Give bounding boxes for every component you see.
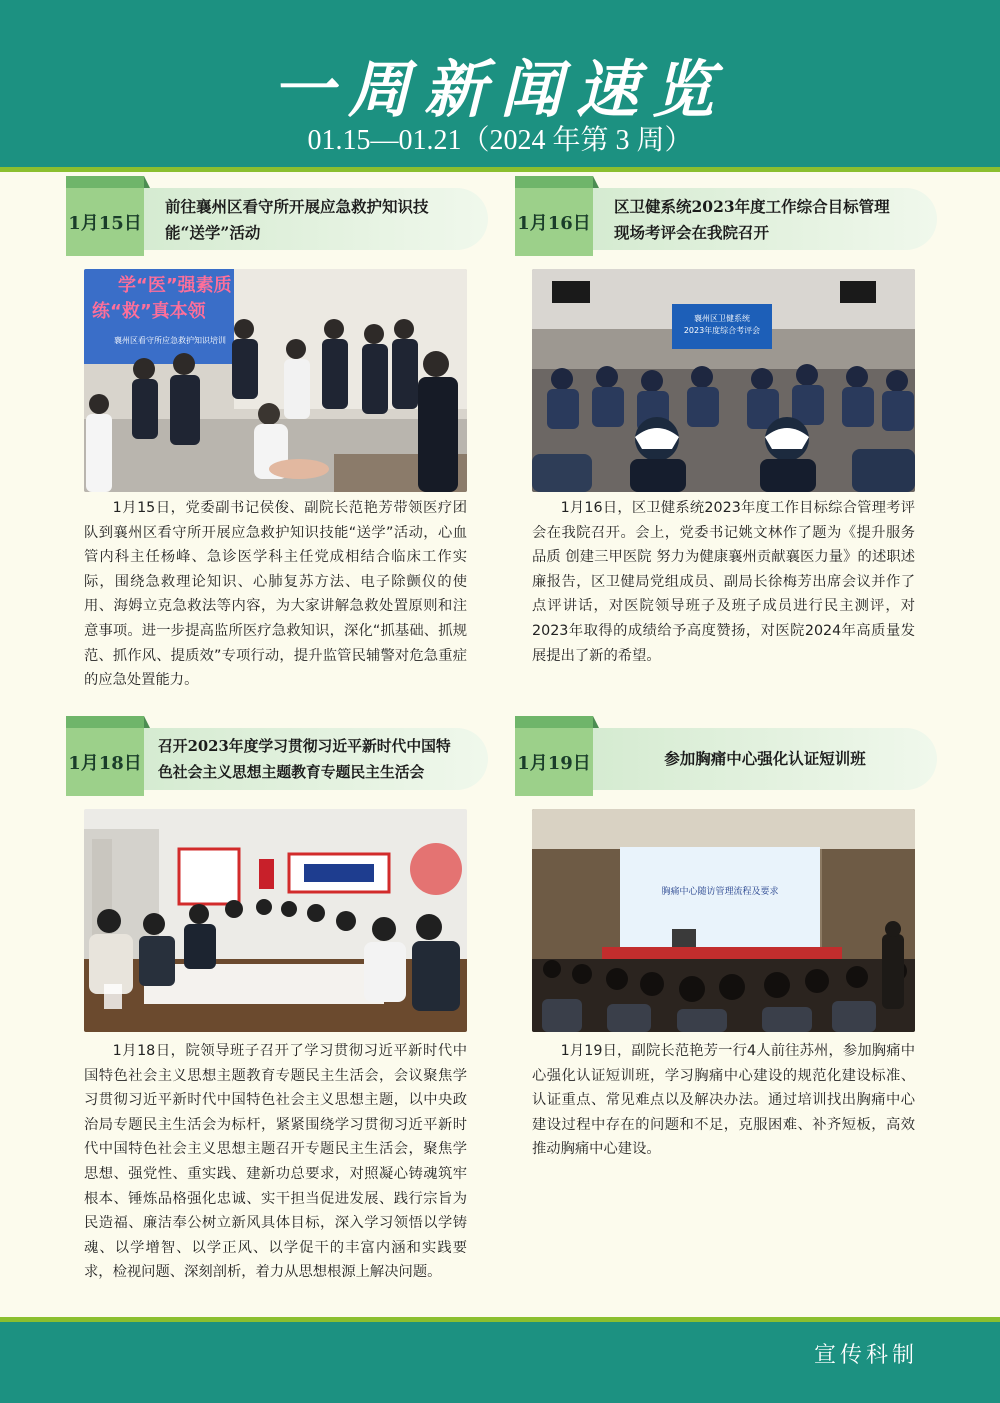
photo-training-class <box>532 809 915 1032</box>
footer-credit: 宣传科制 <box>813 1343 918 1368</box>
news-title <box>600 746 930 772</box>
news-photo <box>532 809 915 1032</box>
news-body: 1月19日，副院长范艳芳一行4人前往苏州，参加胸痛中心强化认证短训班，学习胸痛中心建设的规范化建设标准、认证重点、常见难点以及解决办法。通过培训找出胸痛中心建设过程中存在的问题和不足，克服困难、补齐短板，高效推动胸痛中心建设。 <box>532 1043 915 1158</box>
news-title-line: 召开2023年度学习贯彻习近平新时代中国特 <box>158 738 451 755</box>
page-subtitle: 01.15—01.21（2024 年第 3 周） <box>307 125 693 156</box>
photo-banner-text: 练“救”真本领 <box>92 301 206 322</box>
news-body: 1月15日，党委副书记侯俊、副院长范艳芳带领医疗团队到襄州区看守所开展应急救护知识技能“送学”活动，心血管内科主任杨峰、急诊医学科主任党成相结合临床工作实际，围绕急救理论知识、心肺复苏方法、电子除颤仪的使用、海姆立克急救法等内容，为大家讲解急救处置原则和注意事项。进一步提高监所医疗急救知识，深化“抓基础、抓规范、抓作风、提质效”专项行动，提升监管民辅警对危急重症的应急处置能力。 <box>84 500 467 689</box>
news-title-line: 参加胸痛中心强化认证短训班 <box>664 749 866 768</box>
photo-screen-text: 襄州区卫健系统 <box>694 314 750 323</box>
photo-banner-text: 襄州区看守所应急救护知识培训 <box>114 336 226 345</box>
news-body: 1月18日，院领导班子召开了学习贯彻习近平新时代中国特色社会主义思想主题教育专题民主生活会，会议聚焦学习贯彻习近平新时代中国特色社会主义思想主题，以中央政治局专题民主生活会为标杆，紧紧围绕学习贯彻习近平新时代中国特色社会主义思想主题召开专题民主生活会，聚焦学思想、强党性、重实践、建新功总要求，对照凝心铸魂筑牢根本、锤炼品格强化忠诚、实干担当促进发展、践行宗旨为民造福、廉洁奉公树立新风具体目标，深入学习领悟以学铸魂、以学增智、以学正风、以学促干的丰富内涵和实践要求，检视问题、深刻剖析，着力从思想根源上解决问题。 <box>84 1043 467 1281</box>
page-title: 一周新闻速览 <box>271 53 728 126</box>
date-tag: 1月18日 <box>66 728 144 796</box>
photo-emergency-training <box>84 269 467 492</box>
news-photo <box>84 809 467 1032</box>
news-title <box>158 734 484 786</box>
news-title-line: 前往襄州区看守所开展应急救护知识技 <box>165 197 429 216</box>
news-title-line: 色社会主义思想主题教育专题民主生活会 <box>158 764 425 781</box>
photo-banner-text: 学“医”强素质 <box>118 275 232 296</box>
news-title <box>165 194 480 246</box>
news-title <box>614 194 929 246</box>
news-photo <box>84 269 467 492</box>
date-tag: 1月16日 <box>515 188 593 256</box>
date-tag: 1月15日 <box>66 188 144 256</box>
news-title-line: 能“送学”活动 <box>165 223 261 242</box>
photo-screen-text: 2023年度综合考评会 <box>683 326 761 335</box>
photo-screen-text: 胸痛中心随访管理流程及要求 <box>661 887 779 897</box>
date-tag: 1月19日 <box>515 728 593 796</box>
news-title-line: 现场考评会在我院召开 <box>614 223 770 242</box>
photo-assessment-meeting <box>532 269 915 492</box>
news-body: 1月16日，区卫健系统2023年度工作目标综合管理考评会在我院召开。会上，党委书记姚文林作了题为《提升服务品质 创建三甲医院 努力为健康襄州贡献襄医力量》的述职述廉报告，区卫健局党组成员、副局长徐梅芳出席会议并作了点评讲话，对医院领导班子及班子成员进行民主测评，对2023年取得的成绩给予高度赞扬，对医院2024年高质量发展提出了新的希望。 <box>532 500 915 664</box>
header-divider <box>0 167 1000 172</box>
news-title-line: 区卫健系统2023年度工作综合目标管理 <box>614 197 890 216</box>
photo-party-meeting <box>84 809 467 1032</box>
news-photo <box>532 269 915 492</box>
